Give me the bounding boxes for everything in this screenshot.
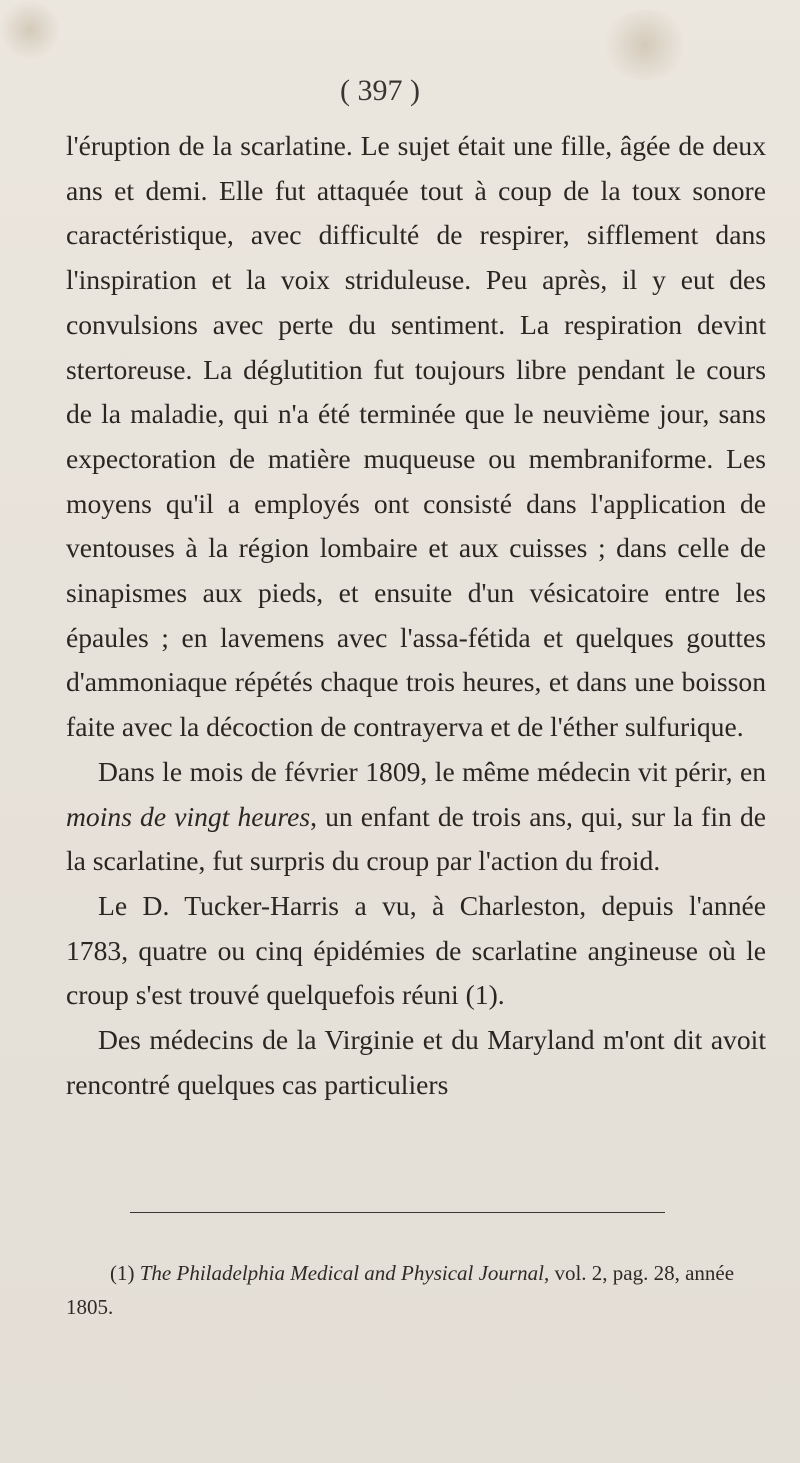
paragraph-2-text-end: , un enfant de trois ans, qui, sur la fin de la scarlatine, fut surpris du croup par l'action du froid. bbox=[66, 800, 766, 877]
footnote bbox=[66, 1256, 766, 1324]
paragraph-2-text: Dans le mois de février 1809, le même médecin vit périr, en bbox=[98, 755, 766, 787]
footnote-journal-title: The Philadelphia Medical and Physical Journal bbox=[139, 1261, 544, 1285]
paper-stain bbox=[0, 0, 60, 60]
paragraph-2-emphasis: moins de vingt heures bbox=[66, 800, 311, 832]
footnote-marker: (1) bbox=[110, 1261, 140, 1285]
footnote-text bbox=[66, 1256, 766, 1324]
paragraph-1: l'éruption de la scarlatine. Le sujet était une fille, âgée de deux ans et demi. Elle fut attaquée tout à coup de la toux sonore caractéristique, avec difficulté de respirer, sifflement dans l'inspiration et la voix striduleuse. Peu après, il y eut des convulsions avec perte du sentiment. La respiration devint stertoreuse. La déglutition fut toujours libre pendant le cours de la maladie, qui n'a été terminée que le neuvième jour, sans expectoration de matière muqueuse ou membraniforme. Les moyens qu'il a employés ont consisté dans l'application de ventouses à la région lombaire et aux cuisses ; dans celle de sinapismes aux pieds, et ensuite d'un vésicatoire entre les épaules ; en lavemens avec l'assa-fétida et quelques gouttes d'ammoniaque répétés chaque trois heures, et dans une boisson faite avec la décoction de contrayerva et de l'éther sulfurique. bbox=[66, 130, 766, 743]
page-number: ( 397 ) bbox=[340, 74, 420, 107]
footnote-citation: , vol. 2, pag. 28, année 1805. bbox=[66, 1261, 735, 1319]
footnote-divider bbox=[130, 1212, 665, 1213]
paragraph-4: Des médecins de la Virginie et du Maryland m'ont dit avoit rencontré quelques cas particuliers bbox=[66, 1024, 766, 1100]
paragraph-2 bbox=[66, 750, 766, 884]
paragraph-3: Le D. Tucker-Harris a vu, à Charleston, depuis l'année 1783, quatre ou cinq épidémies de scarlatine angineuse où le croup s'est trouvé quelquefois réuni (1). bbox=[66, 889, 766, 1011]
paper-stain bbox=[600, 10, 690, 80]
body-text bbox=[66, 124, 766, 1107]
